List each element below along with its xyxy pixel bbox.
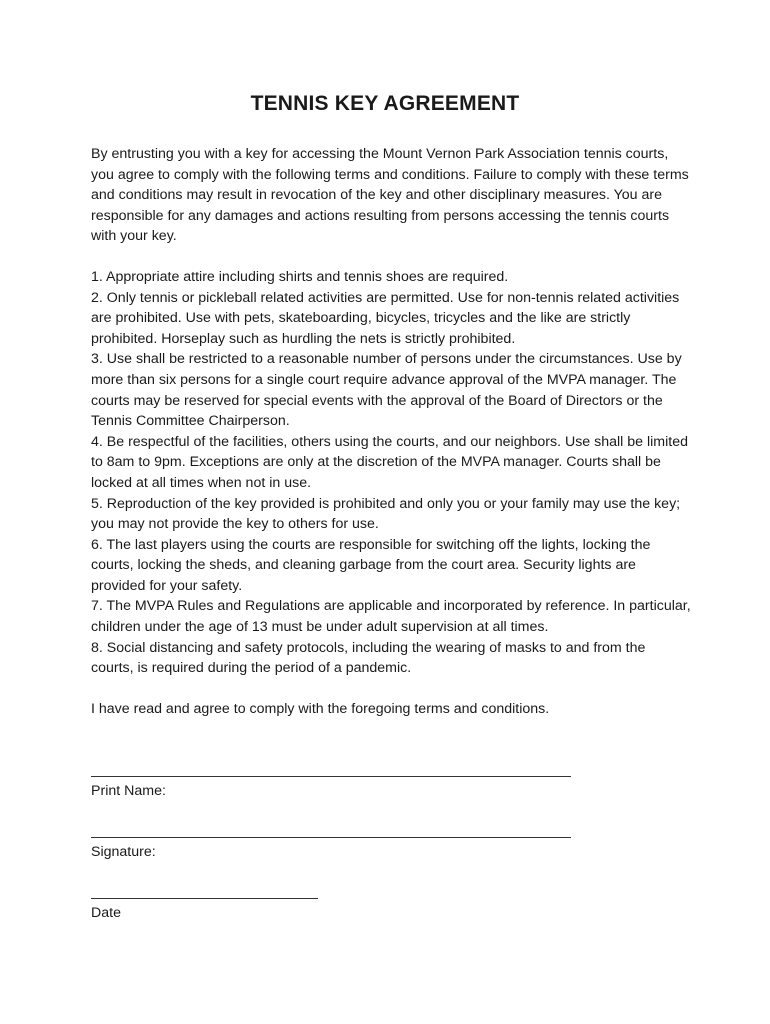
rule-item: 3. Use shall be restricted to a reasonable number of persons under the circumstances. Use by more than six persons for a single court require advance approval of the MVPA manager. The courts may be reserved for special events with the approval of the Board of Directors or the Tennis Committee Chairperson. bbox=[91, 351, 682, 430]
date-label: Date bbox=[91, 905, 121, 921]
document-body bbox=[91, 144, 691, 719]
date-field[interactable] bbox=[91, 898, 318, 923]
print-name-label: Print Name: bbox=[91, 783, 166, 799]
rule-item: 8. Social distancing and safety protocols, including the wearing of masks to and from the courts, is required during the period of a pandemic. bbox=[91, 639, 646, 677]
rule-item: 6. The last players using the courts are responsible for switching off the lights, locking the courts, locking the sheds, and cleaning garbage from the court area. Security lights are provided for your safety. bbox=[91, 536, 651, 594]
signature-field[interactable] bbox=[91, 837, 571, 862]
paragraph-spacer bbox=[91, 679, 691, 699]
rule-item: 1. Appropriate attire including shirts and tennis shoes are required. bbox=[91, 268, 509, 285]
rule-item: 4. Be respectful of the facilities, others using the courts, and our neighbors. Use shall be limited to 8am to 9pm. Exceptions are only at the discretion of the MVPA manager. Courts shall be locked at all times when not in use. bbox=[91, 433, 688, 491]
intro-paragraph: By entrusting you with a key for accessing the Mount Vernon Park Association tennis courts, you agree to comply with the following terms and conditions. Failure to comply with these terms and conditions may result in revocation of the key and other disciplinary measures. You are responsible for any damages and actions resulting from persons accessing the tennis courts with your key. bbox=[91, 146, 689, 245]
signature-line[interactable] bbox=[91, 837, 571, 838]
print-name-line[interactable] bbox=[91, 776, 571, 777]
paragraph-spacer bbox=[91, 247, 691, 267]
rule-item: 5. Reproduction of the key provided is prohibited and only you or your family may use the key; you may not provide the key to others for use. bbox=[91, 495, 681, 533]
rule-item: 7. The MVPA Rules and Regulations are applicable and incorporated by reference. In particular, children under the age of 13 must be under adult supervision at all times. bbox=[91, 598, 691, 636]
rule-item: 2. Only tennis or pickleball related activities are permitted. Use for non-tennis related activities are prohibited. Use with pets, skateboarding, bicycles, tricycles and the like are strictly prohibited. Horseplay such as hurdling the nets is strictly prohibited. bbox=[91, 289, 680, 347]
document-title: TENNIS KEY AGREEMENT bbox=[250, 92, 520, 115]
rules-list bbox=[91, 267, 691, 679]
acknowledgement-paragraph: I have read and agree to comply with the foregoing terms and conditions. bbox=[91, 700, 550, 717]
signature-label: Signature: bbox=[91, 844, 156, 860]
date-line[interactable] bbox=[91, 898, 318, 899]
print-name-field[interactable] bbox=[91, 776, 571, 801]
